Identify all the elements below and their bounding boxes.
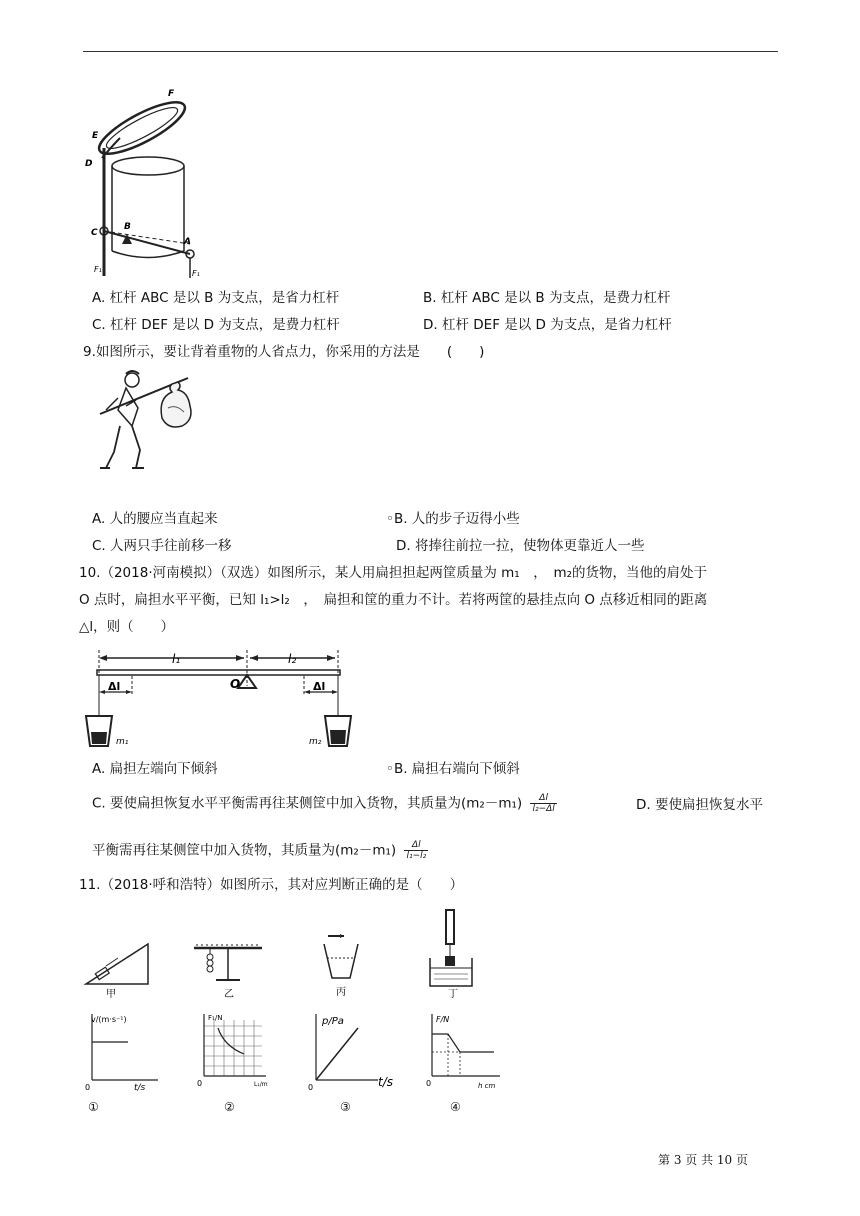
q8-label-D: D xyxy=(85,159,93,169)
q8-trash-can-figure xyxy=(80,86,200,282)
q9-stem: 9.如图所示，要让背着重物的人省点力，你采用的方法是 ( ) xyxy=(83,344,485,360)
q10-option-c xyxy=(92,793,561,814)
q10-label-l2: l₂ xyxy=(288,652,297,666)
q11-g2-ylabel: F₁/N xyxy=(208,1014,223,1022)
q11-g4-origin: 0 xyxy=(426,1079,432,1088)
q8-option-b: B. 杠杆 ABC 是以 B 为支点，是费力杠杆 xyxy=(423,290,671,306)
q8-label-C: C xyxy=(91,228,98,238)
q11-label-ding: 丁 xyxy=(448,989,458,998)
q10-label-dl-left: Δl xyxy=(108,680,121,693)
q11-g2-origin: 0 xyxy=(197,1079,203,1088)
q11-g1-xlabel: t/s xyxy=(134,1083,146,1092)
q8-label-A: A xyxy=(184,237,191,247)
q8-label-F1-left: F₁ xyxy=(94,265,102,274)
q8-option-c: C. 杠杆 DEF 是以 D 为支点，是费力杠杆 xyxy=(92,317,340,333)
header-rule xyxy=(83,51,778,52)
q9-option-d: D. 将捧往前拉一拉，使物体更靠近人一些 xyxy=(396,538,645,554)
q8-label-F: F xyxy=(168,89,175,99)
q10-option-c-fraction xyxy=(530,793,556,814)
q11-g3-ylabel: p/Pa xyxy=(322,1016,344,1027)
q11-g1-origin: 0 xyxy=(85,1083,91,1092)
q11-fig-bing-beaker xyxy=(318,930,364,998)
q11-graph-label-2: ② xyxy=(224,1100,235,1114)
q11-label-yi: 乙 xyxy=(224,989,234,1000)
q10-option-d-fraction xyxy=(404,840,428,861)
q11-label-jia: 甲 xyxy=(106,989,116,998)
q10-label-dl-right: Δl xyxy=(313,680,326,693)
q10-stem-line2: O 点时，扁担水平平衡，已知 l₁>l₂ ， 扁担和筐的重力不计。若将两筐的悬挂点向 O 点移近相同的距离 xyxy=(79,592,708,608)
q10-option-d-denominator: l₁−l₂ xyxy=(406,851,427,861)
q11-g3-xlabel: t/s xyxy=(378,1075,393,1089)
q10-option-b: ◦B. 扁担右端向下倾斜 xyxy=(386,761,520,777)
q10-option-d: D. 要使扁担恢复水平 xyxy=(636,797,763,813)
q10-option-d-continued xyxy=(92,840,432,861)
q11-graph-3 xyxy=(306,1010,398,1092)
q11-g3-origin: 0 xyxy=(308,1083,314,1092)
q10-option-c-text: C. 要使扁担恢复水平平衡需再往某侧筐中加入货物，其质量为(m₂－m₁) xyxy=(92,795,523,812)
q10-label-O: O xyxy=(230,677,241,691)
q8-option-a: A. 杠杆 ABC 是以 B 为支点，是省力杠杆 xyxy=(92,290,340,306)
q8-label-B: B xyxy=(124,222,131,232)
q10-option-d-cont-text: 平衡需再往某侧筐中加入货物，其质量为(m₂－m₁) xyxy=(92,842,397,859)
q11-g4-xlabel: h cm xyxy=(478,1082,496,1090)
q11-stem: 11.（2018·呼和浩特）如图所示，其对应判断正确的是（ ） xyxy=(79,877,464,893)
q10-pole-figure xyxy=(80,646,370,754)
q10-stem-line1: 10.（2018·河南模拟）（双选）如图所示，某人用扁担担起两筐质量为 m₁ ， m₂的货物，当他的肩处于 xyxy=(79,565,708,581)
q11-fig-yi-balance xyxy=(190,938,266,1000)
q11-fig-jia-incline xyxy=(82,940,154,998)
q10-option-d-numerator: Δl xyxy=(404,840,428,851)
q11-g1-ylabel: v/(m·s⁻¹) xyxy=(91,1015,127,1024)
q10-option-a: A. 扁担左端向下倾斜 xyxy=(92,761,218,777)
q10-label-l1: l₁ xyxy=(172,652,181,666)
q8-label-E: E xyxy=(92,131,99,141)
q11-label-bing: 丙 xyxy=(336,987,346,998)
q11-graph-label-1: ① xyxy=(88,1100,99,1114)
q10-option-c-denominator: l₂−Δl xyxy=(532,804,555,814)
q11-fig-ding-spring-scale xyxy=(424,906,484,998)
q9-option-b: ◦B. 人的步子迈得小些 xyxy=(386,511,520,527)
q9-person-carrying-figure xyxy=(96,368,214,476)
q9-option-a: A. 人的腰应当直起来 xyxy=(92,511,218,527)
q11-graph-label-3: ③ xyxy=(340,1100,351,1114)
q8-label-F1-right: F₁ xyxy=(192,269,200,278)
q10-option-c-numerator: Δl xyxy=(530,793,556,804)
q9-option-c: C. 人两只手往前移一移 xyxy=(92,538,232,554)
q11-graph-label-4: ④ xyxy=(450,1100,461,1114)
q10-label-m2: m₂ xyxy=(309,737,322,747)
page-number: 第 3 页 共 10 页 xyxy=(658,1153,748,1167)
q10-label-m1: m₁ xyxy=(116,737,129,747)
q11-g4-ylabel: F/N xyxy=(436,1015,450,1024)
q11-graph-4 xyxy=(424,1010,506,1092)
q11-g2-xlabel: L₁/m xyxy=(254,1081,268,1088)
q8-option-d: D. 杠杆 DEF 是以 D 为支点，是省力杠杆 xyxy=(423,317,672,333)
q11-graph-1 xyxy=(82,1010,162,1092)
q11-graph-2 xyxy=(194,1010,276,1092)
q10-stem-line3: △l，则（ ） xyxy=(79,619,175,635)
